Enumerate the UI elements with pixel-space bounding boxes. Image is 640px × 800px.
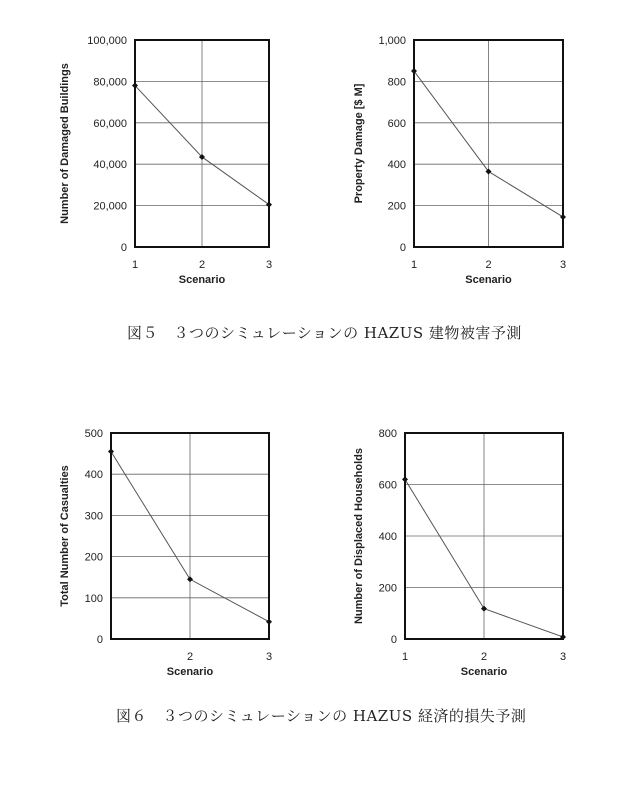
y-tick-label: 0 bbox=[96, 634, 103, 646]
y-tick-label: 400 bbox=[387, 159, 406, 172]
y-tick-label: 80,000 bbox=[93, 76, 127, 89]
y-axis-title: Number of Displaced Households bbox=[353, 447, 365, 625]
y-tick-label: 200 bbox=[387, 200, 406, 213]
data-point bbox=[187, 576, 193, 582]
x-axis-title: Scenario bbox=[460, 666, 508, 678]
x-tick-label: 2 bbox=[198, 259, 206, 271]
y-tick-label: 200 bbox=[378, 582, 397, 595]
y-tick-label: 20,000 bbox=[93, 200, 127, 213]
y-tick-label: 800 bbox=[387, 76, 406, 89]
chart-property-damage bbox=[353, 35, 566, 286]
y-tick-label: 200 bbox=[84, 551, 103, 564]
x-axis-title: Scenario bbox=[465, 274, 512, 286]
data-point bbox=[266, 619, 272, 625]
x-tick-label: 3 bbox=[265, 651, 273, 663]
figure-5-caption: 図５ ３つのシミュレーションの HAZUS 建物被害予測 bbox=[127, 324, 522, 342]
y-tick-label: 60,000 bbox=[93, 117, 127, 130]
x-tick-label: 2 bbox=[186, 651, 194, 663]
x-tick-label: 2 bbox=[480, 651, 488, 663]
y-tick-label: 40,000 bbox=[93, 159, 127, 172]
x-tick-label: 3 bbox=[559, 259, 567, 271]
x-axis-title: Scenario bbox=[178, 274, 226, 286]
chart-casualties bbox=[59, 428, 272, 678]
y-tick-label: 0 bbox=[120, 242, 127, 254]
x-tick-label: 1 bbox=[410, 259, 418, 271]
data-point bbox=[108, 449, 114, 455]
y-tick-label: 500 bbox=[84, 428, 103, 440]
y-tick-label: 1,000 bbox=[378, 35, 406, 47]
x-tick-label: 3 bbox=[265, 259, 273, 271]
y-tick-label: 400 bbox=[84, 469, 103, 482]
y-tick-label: 100,000 bbox=[87, 35, 127, 47]
x-tick-label: 1 bbox=[401, 651, 409, 663]
x-tick-label: 1 bbox=[131, 259, 139, 271]
y-tick-label: 800 bbox=[378, 428, 397, 440]
y-axis-title: Property Damage [$ M] bbox=[353, 83, 365, 204]
chart-displaced-households bbox=[353, 428, 566, 678]
x-tick-label: 3 bbox=[559, 651, 567, 663]
y-tick-label: 300 bbox=[84, 510, 103, 523]
x-tick-label: 2 bbox=[485, 259, 492, 271]
y-tick-label: 0 bbox=[399, 242, 406, 254]
y-tick-label: 400 bbox=[378, 531, 397, 543]
y-tick-label: 600 bbox=[387, 117, 406, 130]
x-axis-title: Scenario bbox=[166, 666, 214, 678]
data-point bbox=[560, 214, 566, 220]
data-point bbox=[481, 606, 487, 612]
data-point bbox=[402, 476, 408, 482]
y-tick-label: 0 bbox=[390, 634, 397, 646]
y-axis-title: Number of Damaged Buildings bbox=[59, 63, 71, 224]
y-tick-label: 100 bbox=[84, 592, 103, 605]
chart-damaged-buildings bbox=[59, 35, 272, 286]
figure-6-caption: 図６ ３つのシミュレーションの HAZUS 経済的損失予測 bbox=[116, 707, 527, 725]
y-axis-title: Total Number of Casualties bbox=[59, 465, 71, 607]
y-tick-label: 600 bbox=[378, 479, 397, 492]
